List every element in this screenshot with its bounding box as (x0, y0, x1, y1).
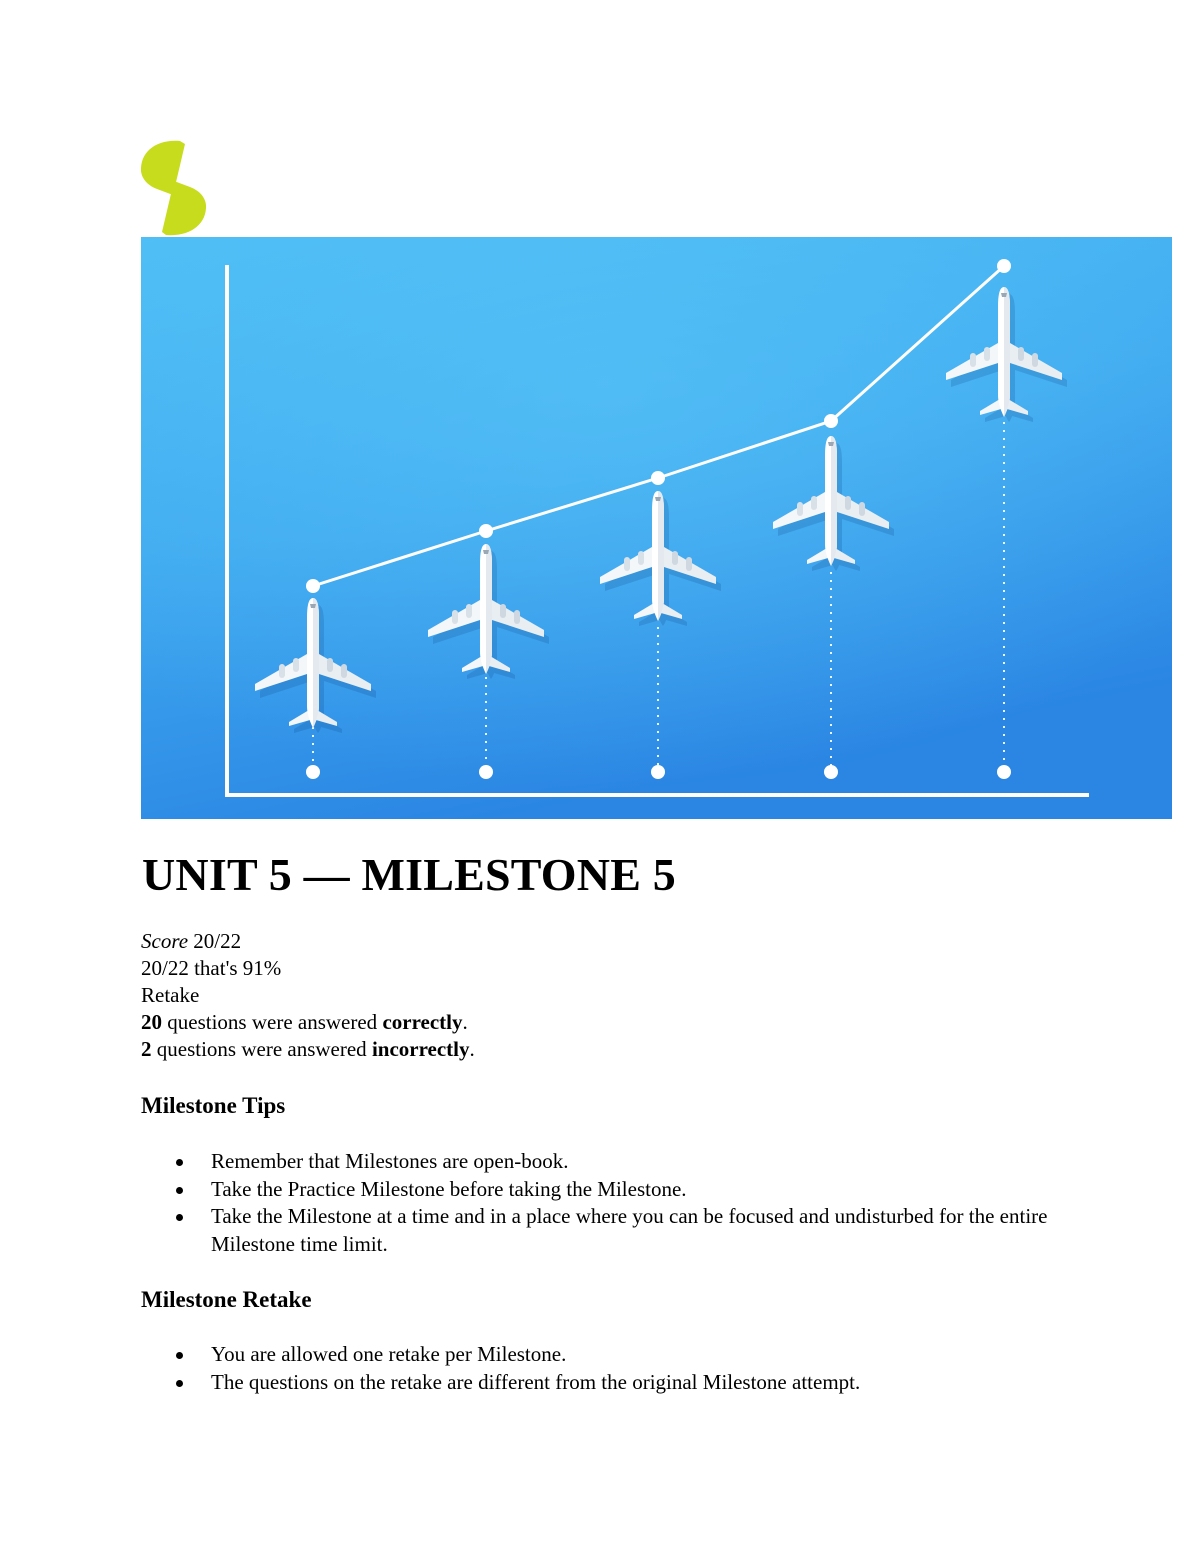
brand-s-icon (136, 138, 212, 238)
score-line (141, 928, 475, 955)
score-percent: 20/22 that's 91% (141, 956, 282, 980)
list-item (141, 1176, 1071, 1204)
hero-image (141, 237, 1172, 819)
retake-list (141, 1341, 1071, 1396)
score-summary (141, 928, 475, 1063)
bullet-icon (176, 1187, 183, 1194)
score-label: Score (141, 929, 189, 953)
correct-end: . (462, 1010, 468, 1034)
incorrect-end: . (469, 1037, 475, 1061)
correct-summary (141, 1009, 475, 1036)
list-item-text: Take the Practice Milestone before taking the Milestone. (211, 1176, 687, 1201)
list-item (141, 1148, 1071, 1176)
correct-word: correctly (382, 1010, 463, 1034)
list-item-text: You are allowed one retake per Milestone. (211, 1342, 567, 1366)
airplanes-growth-chart-icon (141, 237, 1172, 819)
list-item-text: Take the Milestone at a time and in a place where you can be focused and undisturbed for the entire Milestone time limit. (211, 1204, 1048, 1256)
incorrect-summary (141, 1036, 475, 1063)
list-item (141, 1203, 1071, 1258)
bullet-icon (176, 1159, 183, 1166)
retake-link[interactable]: Retake (141, 983, 200, 1007)
list-item-text: Remember that Milestones are open-book. (211, 1149, 569, 1173)
bullet-icon (176, 1214, 183, 1221)
page-title: UNIT 5 — MILESTONE 5 (142, 849, 676, 900)
score-value: 20/22 (193, 929, 242, 953)
incorrect-middle: questions were answered (151, 1037, 372, 1061)
tips-list (141, 1148, 1071, 1258)
list-item (141, 1341, 1071, 1369)
bullet-icon (176, 1352, 183, 1359)
list-item-text: The questions on the retake are different from the original Milestone attempt. (211, 1369, 861, 1394)
incorrect-word: incorrectly (371, 1037, 470, 1061)
tips-heading: Milestone Tips (141, 1093, 286, 1118)
list-item (141, 1369, 1071, 1397)
bullet-icon (176, 1380, 183, 1387)
incorrect-count: 2 (141, 1037, 152, 1061)
retake-heading: Milestone Retake (141, 1287, 312, 1312)
brand-logo (136, 138, 212, 238)
correct-middle: questions were answered (162, 1010, 383, 1034)
correct-count: 20 (141, 1010, 162, 1034)
